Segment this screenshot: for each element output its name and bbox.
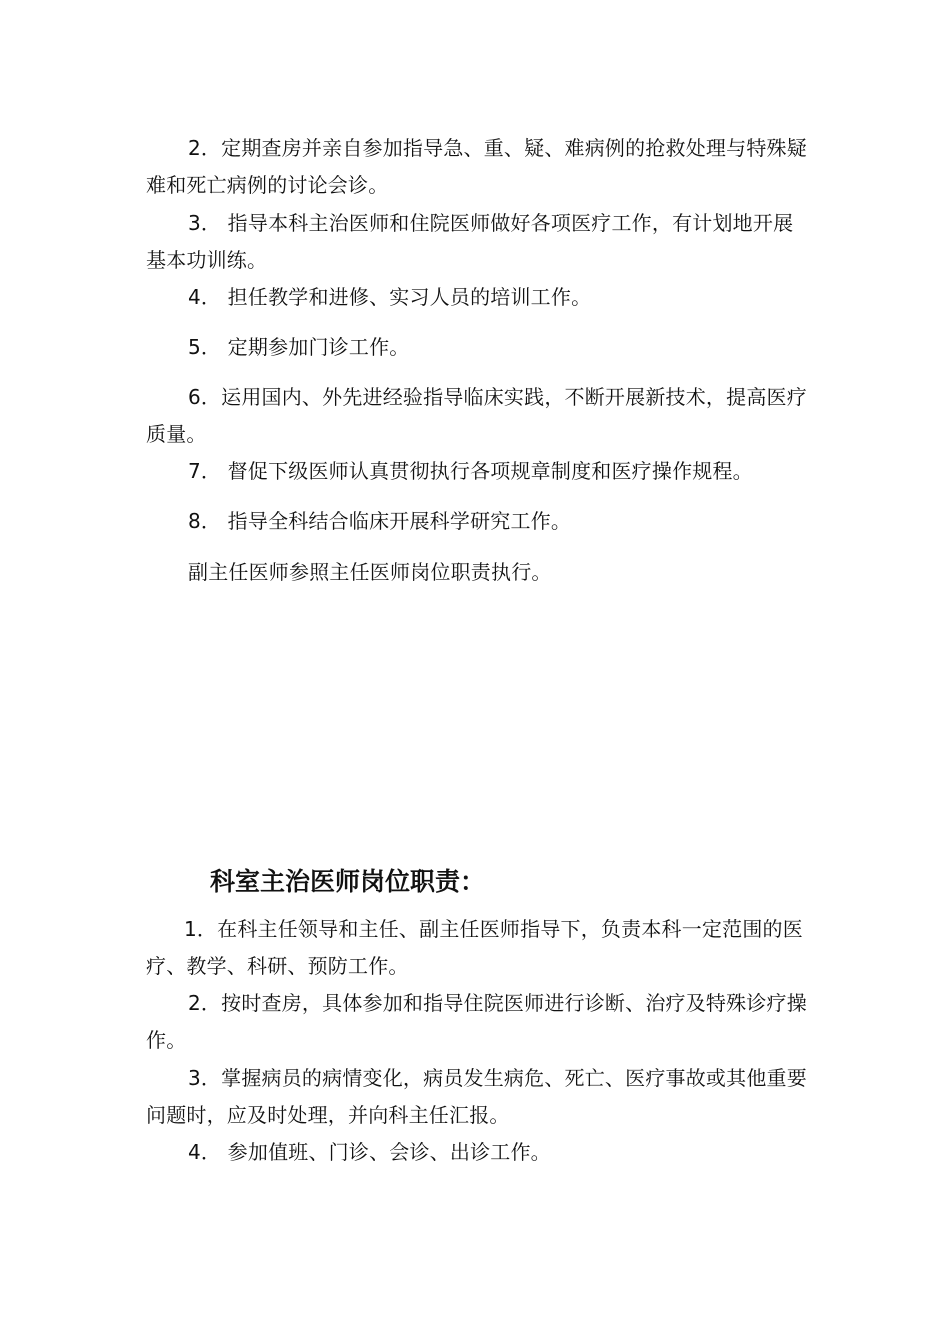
duty-item-4: 4． 担任教学和进修、实习人员的培训工作。 [188, 285, 592, 309]
deputy-note: 副主任医师参照主任医师岗位职责执行。 [188, 560, 552, 584]
duty-item-6: 6．运用国内、外先进经验指导临床实践，不断开展新技术，提高医疗质量。 [146, 385, 807, 446]
duty-item-8: 8． 指导全科结合临床开展科学研究工作。 [188, 509, 572, 533]
duty-item-5: 5． 定期参加门诊工作。 [188, 335, 410, 359]
duty-item-2: 2．定期查房并亲自参加指导急、重、疑、难病例的抢救处理与特殊疑难和死亡病例的讨论会诊。 [146, 136, 807, 197]
section-heading: 科室主治医师岗位职责： [210, 867, 486, 896]
duty-item-7: 7． 督促下级医师认真贯彻执行各项规章制度和医疗操作规程。 [188, 459, 753, 483]
attending-duty-item-2: 2．按时查房，具体参加和指导住院医师进行诊断、治疗及特殊诊疗操作。 [146, 991, 807, 1052]
attending-duty-item-1: 1．在科主任领导和主任、副主任医师指导下，负责本科一定范围的医疗、教学、科研、预防工作。 [146, 917, 803, 978]
attending-duty-item-3: 3．掌握病员的病情变化，病员发生病危、死亡、医疗事故或其他重要问题时，应及时处理，并向科主任汇报。 [146, 1066, 807, 1127]
duty-item-3: 3． 指导本科主治医师和住院医师做好各项医疗工作，有计划地开展基本功训练。 [146, 211, 794, 272]
attending-duty-item-4: 4． 参加值班、门诊、会诊、出诊工作。 [188, 1140, 551, 1164]
